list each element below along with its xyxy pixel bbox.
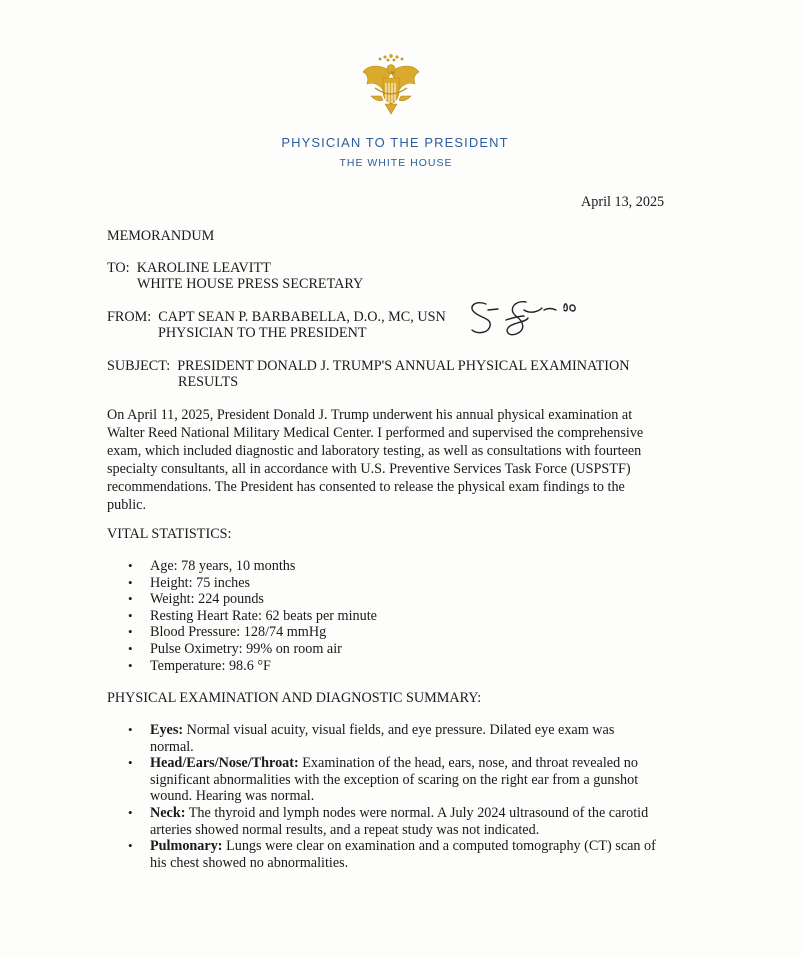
list-item: • Temperature: 98.6 °F: [107, 658, 377, 675]
list-item: • Weight: 224 pounds: [107, 591, 377, 608]
to-title: WHITE HOUSE PRESS SECRETARY: [137, 276, 364, 292]
subject-label: SUBJECT:: [107, 358, 171, 374]
intro-line: exam, which included diagnostic and laboratory testing, as well as consultations with fourteen: [107, 443, 642, 459]
list-item: [107, 755, 656, 805]
from-title: PHYSICIAN TO THE PRESIDENT: [158, 325, 367, 341]
list-item: • Resting Heart Rate: 62 beats per minute: [107, 608, 377, 625]
exam-item-text: his chest showed no abnormalities.: [150, 854, 349, 871]
exam-item-label: Pulmonary:: [150, 838, 223, 855]
to-name: KAROLINE LEAVITT: [136, 260, 271, 276]
vitals-heading: VITAL STATISTICS:: [107, 526, 232, 542]
memo-date: April 13, 2025: [581, 194, 665, 210]
subject-text-continued: RESULTS: [178, 374, 239, 390]
exam-item-text: Normal visual acuity, visual fields, and eye pressure. Dilated eye exam was: [183, 722, 615, 738]
exam-item-text: Examination of the head, ears, nose, and throat revealed no: [298, 755, 638, 772]
exam-item-label: Eyes:: [150, 722, 184, 738]
exam-list: [107, 722, 656, 871]
exam-item-text: Lungs were clear on examination and a computed tomography (CT) scan of: [222, 838, 656, 855]
letterhead-subtitle: THE WHITE HOUSE: [339, 157, 453, 169]
list-item: • Height: 75 inches: [107, 575, 377, 592]
list-item: [107, 838, 656, 871]
from-line: [107, 309, 446, 325]
intro-line: recommendations. The President has consented to release the physical exam findings to the: [107, 479, 625, 495]
intro-line: specialty consultants, all in accordance with U.S. Preventive Services Task Force (USPSTF): [107, 461, 631, 477]
letterhead-title: PHYSICIAN TO THE PRESIDENT: [281, 135, 509, 150]
exam-item-text: significant abnormalities with the exception of scaring on the right ear from a gunshot: [150, 771, 639, 788]
exam-item-text: normal.: [150, 738, 194, 755]
exam-item-text: The thyroid and lymph nodes were normal. A July 2024 ultrasound of the carotid: [185, 804, 649, 821]
signature: [466, 296, 596, 342]
list-item: • Age: 78 years, 10 months: [107, 558, 377, 575]
intro-line: On April 11, 2025, President Donald J. Trump underwent his annual physical examination at: [107, 407, 633, 423]
subject-text: PRESIDENT DONALD J. TRUMP'S ANNUAL PHYSICAL EXAMINATION: [177, 358, 630, 374]
intro-line: public.: [107, 497, 147, 513]
from-label: FROM:: [107, 309, 152, 325]
subject-line: [107, 358, 630, 374]
from-name: CAPT SEAN P. BARBABELLA, D.O., MC, USN: [158, 309, 446, 325]
memo-label: MEMORANDUM: [107, 228, 215, 244]
exam-item-label: Head/Ears/Nose/Throat:: [150, 755, 299, 772]
exam-item-text: arteries showed normal results, and a repeat study was not indicated.: [150, 821, 540, 838]
list-item: [107, 722, 656, 755]
intro-paragraph: [107, 406, 643, 514]
presidential-seal-icon: [357, 50, 425, 118]
list-item: [107, 805, 656, 838]
intro-line: Walter Reed National Military Medical Center. I performed and supervised the comprehensive: [107, 425, 644, 441]
exam-item-label: Neck:: [150, 804, 186, 821]
to-label: TO:: [107, 260, 130, 276]
list-item: • Blood Pressure: 128/74 mmHg: [107, 624, 377, 641]
list-item: • Pulse Oximetry: 99% on room air: [107, 641, 377, 658]
letterhead: [0, 134, 802, 171]
exam-item-text: wound. Hearing was normal.: [150, 788, 315, 805]
to-line: [107, 260, 271, 276]
vitals-list: [107, 558, 377, 674]
exam-heading: PHYSICAL EXAMINATION AND DIAGNOSTIC SUMMARY:: [107, 690, 482, 706]
